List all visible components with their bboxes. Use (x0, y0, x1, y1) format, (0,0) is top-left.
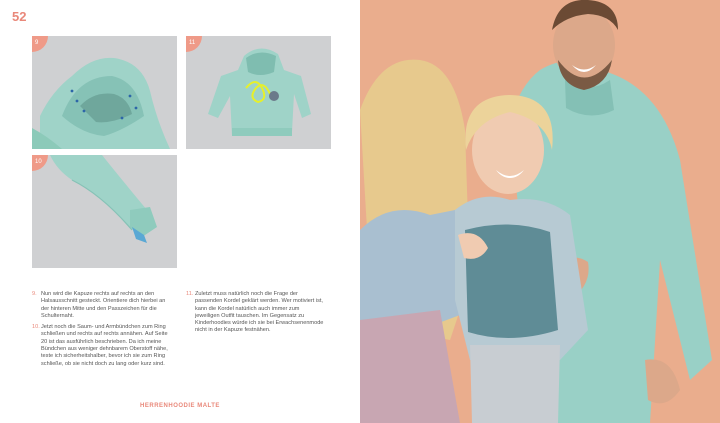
step-10 (32, 324, 170, 368)
instructions-left-column (32, 291, 170, 372)
step-number: 11. (186, 291, 194, 297)
step-number-badge: 9 (32, 36, 48, 52)
step-9 (32, 291, 170, 320)
step-number-badge: 10 (32, 155, 48, 171)
step-number: 9. (32, 291, 37, 297)
step-text: Nun wird die Kapuze rechts auf rechts an den Halsausschnitt gesteckt. Orientiere dich hierbei an der hinteren Mitte und den Passzeichen für die Schulternaht. (41, 291, 166, 319)
step-photo-9 (32, 36, 177, 149)
family-photo (360, 0, 720, 423)
step-number: 10. (32, 324, 40, 331)
family-in-hoodies-illustration (360, 0, 720, 423)
running-footer: HERRENHOODIE MALTE (140, 403, 220, 409)
page-number: 52 (12, 9, 27, 24)
step-11 (186, 291, 324, 335)
instructions-right-column (186, 291, 324, 339)
step-photo-10 (32, 155, 177, 268)
hood-closeup-illustration (32, 36, 177, 149)
step-text: Jetzt noch die Saum- und Armbündchen zum Ring schließen und rechts auf rechts annähen. Auf Seite 20 ist das ausführlich beschrieben. Da ich meine Bündchen aus weniger dehnbarem Oberstoff nähe, teste ich sicherheitshalber, bevor ich sie zum Ring schließe, ob sie nicht doch zu lang oder kurz sind. (41, 324, 168, 367)
finished-hoodie-illustration (186, 36, 331, 149)
step-number-badge: 11 (186, 36, 202, 52)
step-photo-11 (186, 36, 331, 149)
cuff-closeup-illustration (32, 155, 177, 268)
step-text: Zuletzt muss natürlich noch die Frage der passenden Kordel geklärt werden. Wer motiviert ist, kann die Kordel natürlich auch immer zum jeweiligen Outfit tauschen. Im Gegensatz zu Kinderhoodies würde ich sie bei Erwachsenenmode nicht in der Kapuze festnähen. (195, 291, 324, 334)
